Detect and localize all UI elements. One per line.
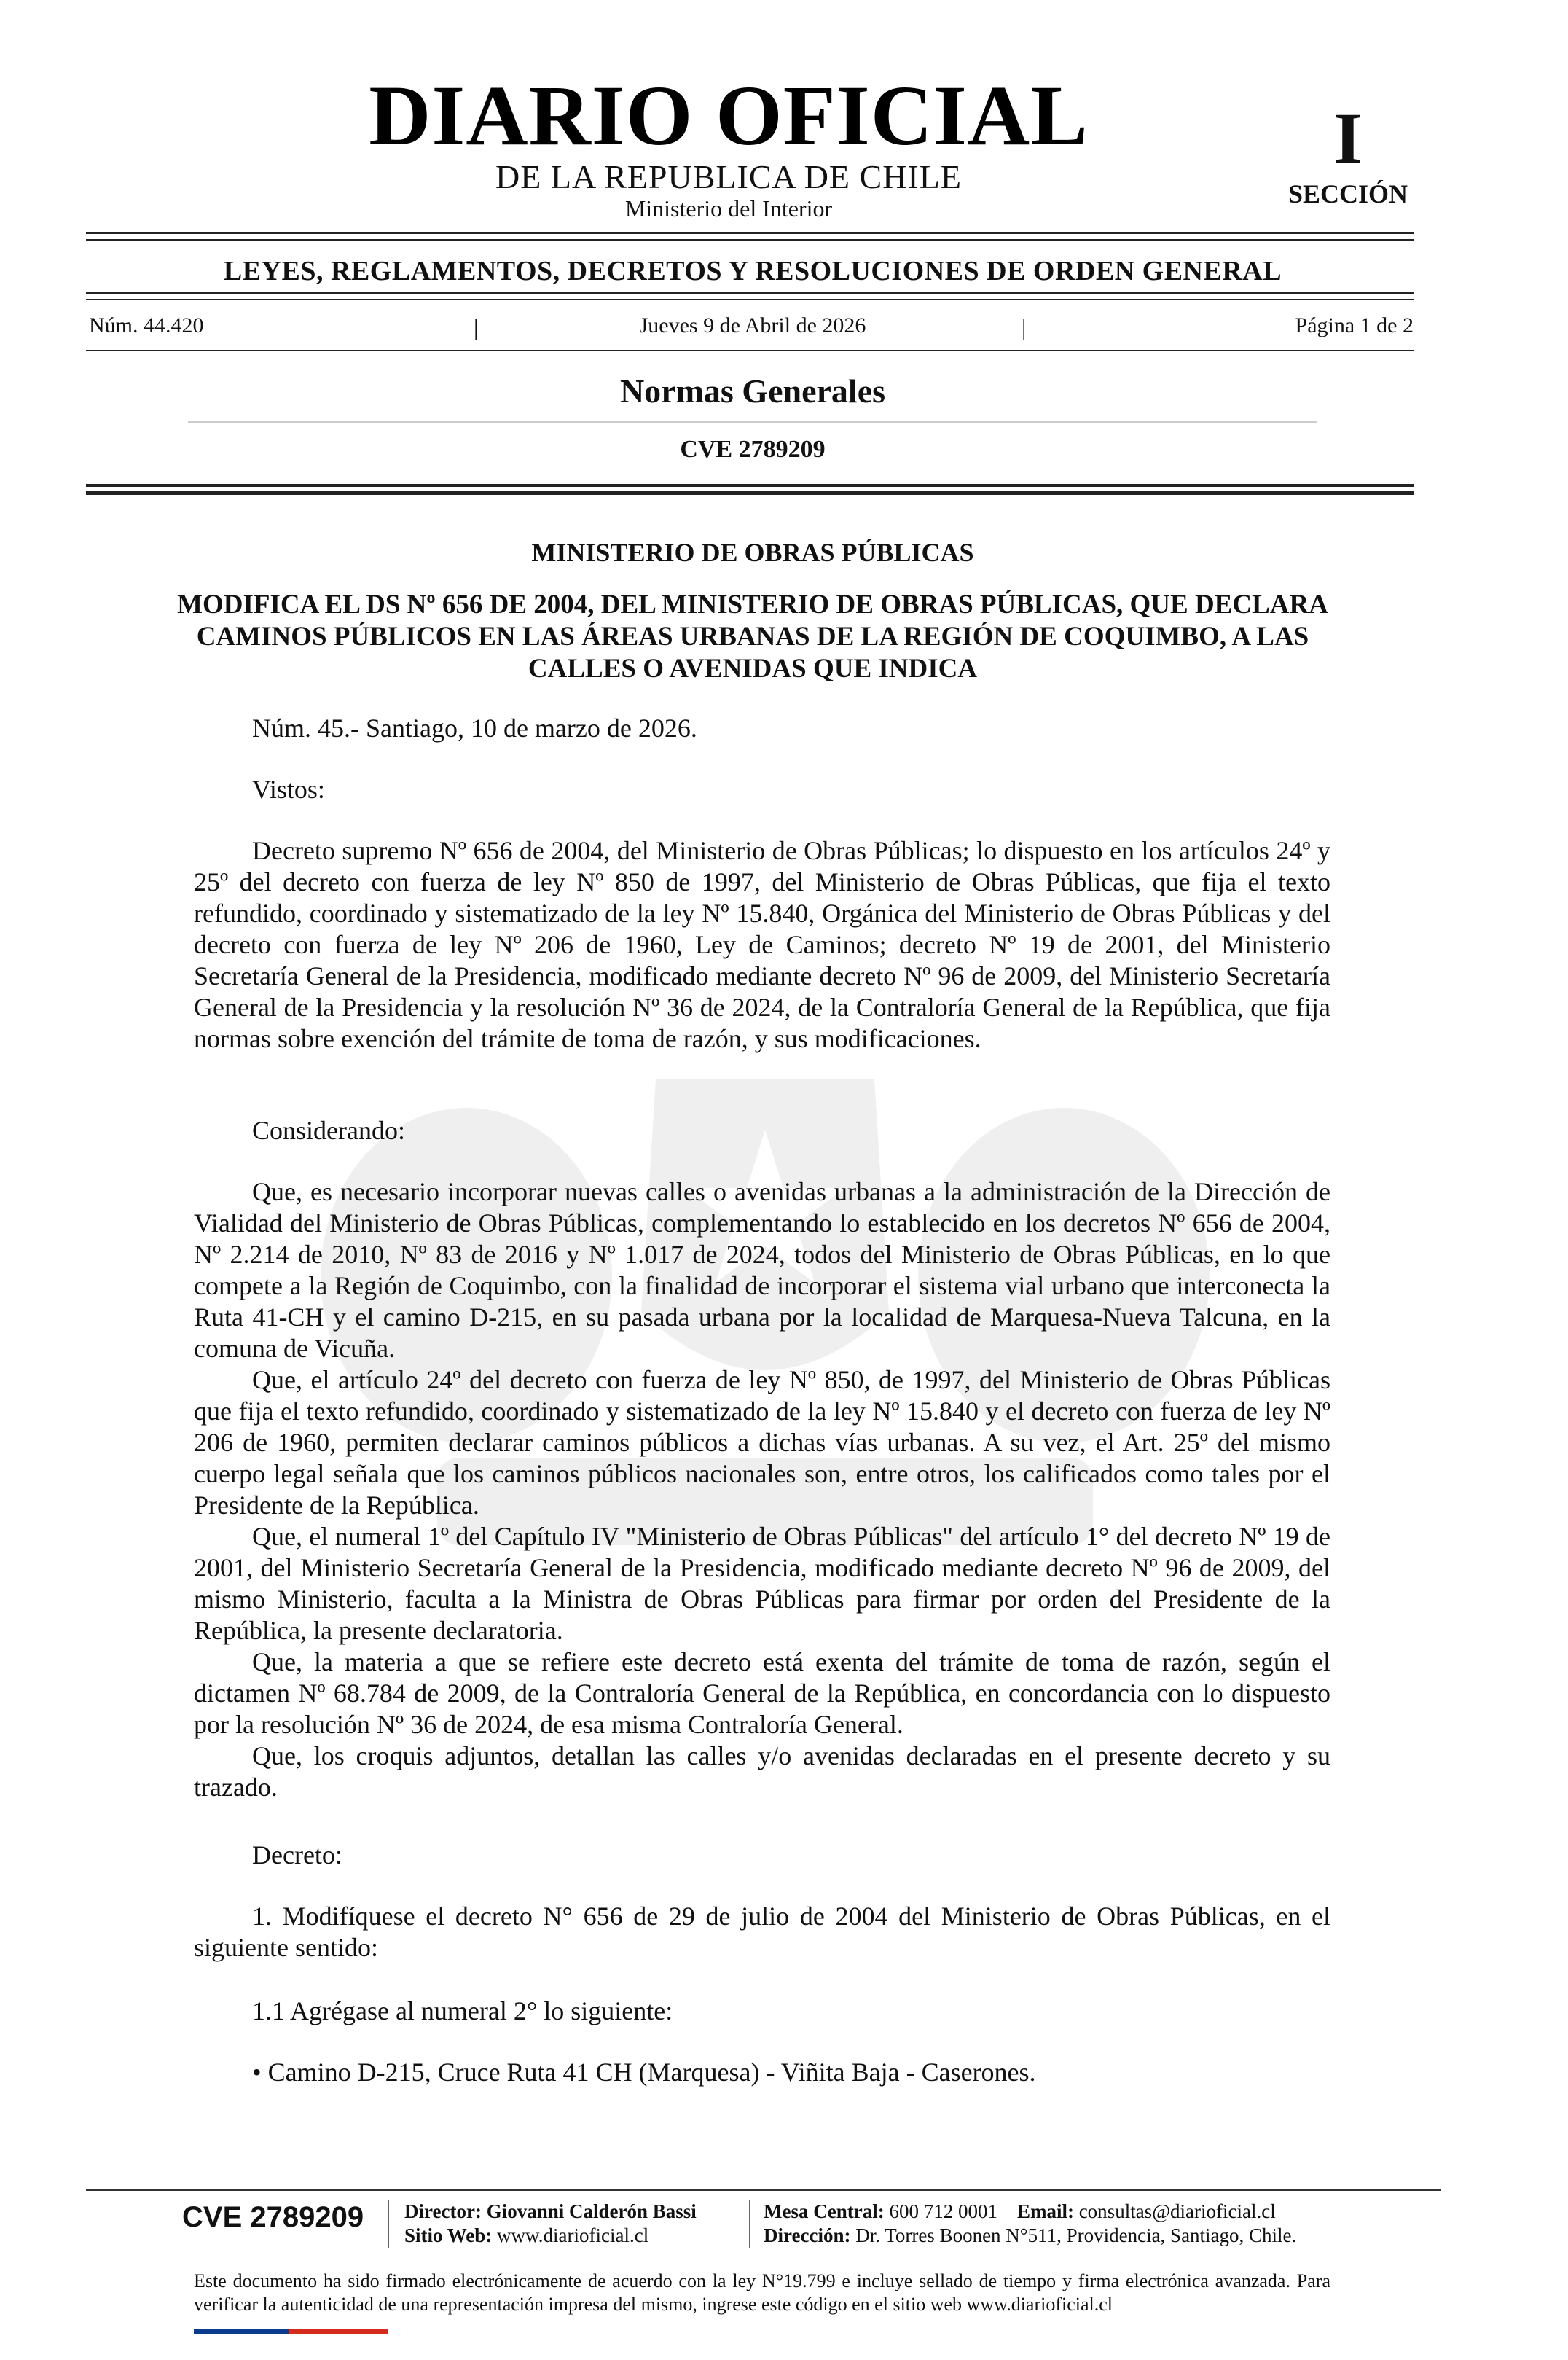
flag-stripe-red [289,2329,388,2334]
considerando-paragraph: Que, los croquis adjuntos, detallan las calles y/o avenidas declaradas en el presente decreto y su trazado. [194,1741,1330,1802]
vistos-text: Decreto supremo Nº 656 de 2004, del Ministerio de Obras Públicas; lo dispuesto en los artículos 24º y 25º del decreto con fuerza de ley Nº 850 de 1997, del Ministerio de Obras Públicas, que fija el texto refundido, coordinado y sistematizado de la ley Nº 15.840, Orgánica del Ministerio de Obras Públicas y del decreto con fuerza de ley Nº 206 de 1960, Ley de Caminos; decreto Nº 19 de 2001, del Ministerio Secretaría General de la Presidencia, modificado mediante decreto Nº 96 de 2009, del Ministerio Secretaría General de la Presidencia y la resolución Nº 36 de 2024, de la Contraloría General de la República, que fija normas sobre exención del trámite de toma de razón, y sus modificaciones. [194,836,1330,1053]
decreto-item-1-1: 1.1 Agrégase al numeral 2° lo siguiente: [252,1996,673,2025]
flag-stripe-blue [194,2329,289,2334]
considerando-paragraph: Que, el artículo 24º del decreto con fuerza de ley Nº 850, de 1997, del Ministerio de Obras Públicas que fija el texto refundido, coordinado y sistematizado de la ley Nº 15.840 y el decreto con fuerza de ley Nº 206 de 1960, permiten declarar caminos públicos a dichas vías urbanas. A su vez, el Art. 25º del mismo cuerpo legal señala que los caminos públicos nacionales son, entre otros, los calificados como tales por el Presidente de la República. [194,1365,1330,1520]
cve-code: CVE 2789209 [680,436,826,463]
considerando-paragraph: Que, la materia a que se refiere este decreto está exenta del trámite de toma de razón, según el dictamen Nº 68.784 de 2009, de la Contraloría General de la República, en concordancia con lo dispuesto por la resolución Nº 36 de 2024, de esa misma Contraloría General. [194,1647,1330,1739]
rule [86,484,1414,487]
section-band: LEYES, REGLAMENTOS, DECRETOS Y RESOLUCIONES DE ORDEN GENERAL [223,256,1282,286]
rule [86,299,1414,300]
masthead-ministry: Ministerio del Interior [624,195,833,222]
section-number: I [1333,98,1363,179]
mesa-label: Mesa Central: [764,2200,885,2222]
footer-rule [86,2189,1441,2191]
rule [86,292,1414,294]
separator: | [1022,313,1027,340]
ministry-heading: MINISTERIO DE OBRAS PÚBLICAS [531,538,974,567]
rule [86,232,1414,234]
director-name: Giovanni Calderón Bassi [486,2200,697,2222]
considerando-paragraph: Que, el numeral 1º del Capítulo IV "Ministerio de Obras Públicas" del artículo 1° del decreto Nº 19 de 2001, del Ministerio Secretaría General de la Presidencia, modificado mediante decreto Nº 96 de 2009, del mismo Ministerio, faculta a la Ministra de Obras Públicas para firmar por orden del Presidente de la República, la presente declaratoria. [194,1522,1330,1645]
footer-divider [388,2200,389,2248]
rule [86,491,1414,495]
email-link[interactable]: consultas@diarioficial.cl [1078,2200,1276,2222]
direccion-label: Dirección: [764,2224,851,2246]
vistos-paragraph [194,835,1330,1055]
masthead-subtitle: DE LA REPUBLICA DE CHILE [495,158,962,195]
rule [188,421,1317,423]
web-label: Sitio Web: [404,2224,493,2246]
section-label: SECCIÓN [1287,179,1408,208]
vistos-label: Vistos: [252,775,325,804]
director-label: Director: [404,2200,482,2222]
footer-cve: CVE 2789209 [182,2201,364,2233]
web-link[interactable]: www.diarioficial.cl [497,2224,649,2246]
footer-disclaimer: Este documento ha sido firmado electrónicamente de acuerdo con la ley N°19.799 e incluye sellado de tiempo y firma electrónica avanzada. Para verificar la autenticidad de una representación impresa del mismo, ingrese este código en el sitio web www.diarioficial.cl [194,2270,1330,2315]
considerando-paragraphs [194,1176,1330,1803]
issue-number: Núm. 44.420 [89,313,204,337]
rule [86,350,1414,351]
footer-director-block [404,2200,697,2248]
footer-contact-block [764,2200,1296,2248]
considerando-paragraph: Que, es necesario incorporar nuevas calles o avenidas urbanas a la administración de la Dirección de Vialidad del Ministerio de Obras Públicas, complementando lo establecido en los decretos Nº 656 de 2004, Nº 2.214 de 2010, Nº 83 de 2016 y Nº 1.017 de 2024, todos del Ministerio de Obras Públicas, en lo que compete a la Región de Coquimbo, con la finalidad de incorporar el sistema vial urbano que interconecta la Ruta 41-CH y el camino D-215, en su pasada urbana por la localidad de Marquesa-Nueva Talcuna, en la comuna de Vicuña. [194,1177,1330,1363]
decree-number-line: Núm. 45.- Santiago, 10 de marzo de 2026. [252,714,697,743]
bullet-item: • Camino D-215, Cruce Ruta 41 CH (Marquesa) - Viñita Baja - Caserones. [252,2058,1036,2087]
email-label: Email: [1016,2200,1074,2222]
decreto-item-1: 1. Modifíquese el decreto N° 656 de 29 de julio de 2004 del Ministerio de Obras Públicas, en el siguiente sentido: [194,1902,1330,1962]
category-heading: Normas Generales [619,372,886,410]
mesa-phone: 600 712 0001 [889,2200,997,2222]
document-title: MODIFICA EL DS Nº 656 DE 2004, DEL MINISTERIO DE OBRAS PÚBLICAS, QUE DECLARA CAMINOS PÚBLICOS EN LAS ÁREAS URBANAS DE LA REGIÓN DE COQUIMBO, A LAS CALLES O AVENIDAS QUE INDICA [177,590,1328,684]
address: Dr. Torres Boonen N°511, Providencia, Santiago, Chile. [855,2224,1297,2246]
rule [86,239,1414,241]
page-number: Página 1 de 2 [1295,313,1414,337]
masthead-title: DIARIO OFICIAL [369,68,1089,163]
issue-date: Jueves 9 de Abril de 2026 [639,313,866,337]
considerando-label: Considerando: [252,1116,405,1145]
decreto-article [194,1901,1330,1964]
footer-divider [749,2200,750,2248]
separator: | [474,313,479,340]
decreto-label: Decreto: [252,1840,342,1869]
